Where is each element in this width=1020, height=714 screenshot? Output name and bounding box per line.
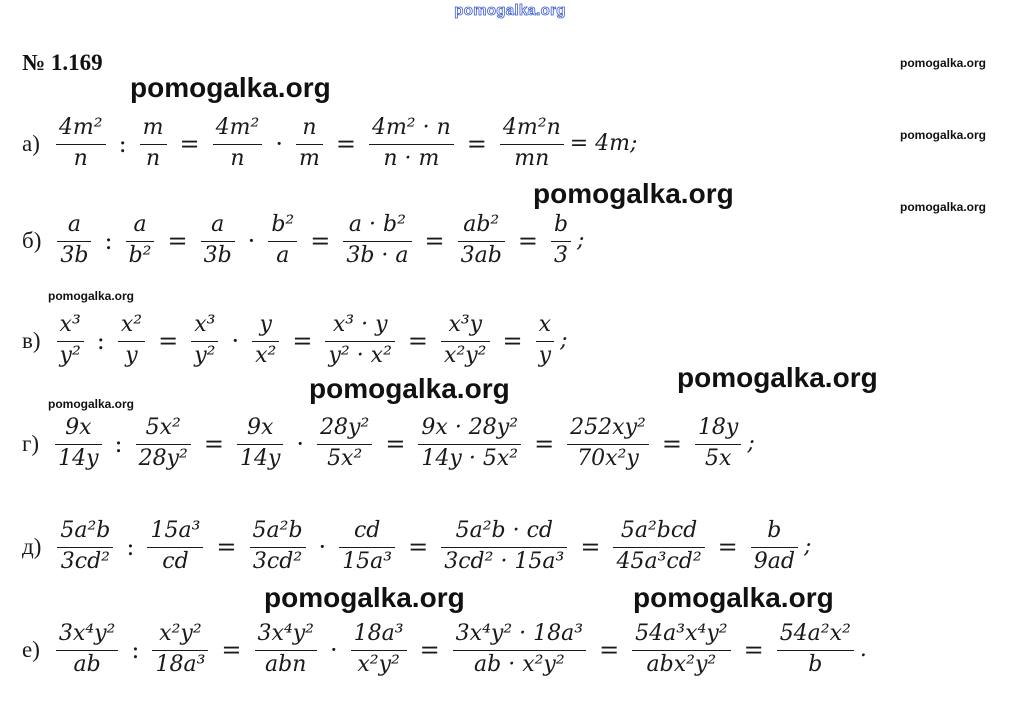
fraction [191, 313, 218, 368]
fraction [213, 116, 263, 171]
equation-row [22, 213, 584, 268]
numerator: 3x⁴y² [58, 621, 116, 646]
fraction-bar [57, 547, 113, 548]
numerator: 5a²b · cd [455, 518, 553, 543]
denominator: abx²y² [646, 651, 717, 677]
fraction [441, 519, 567, 574]
numerator: x [538, 312, 552, 337]
operator: = [310, 226, 331, 255]
fraction [140, 116, 167, 171]
numerator: 9x · 28y² [421, 415, 519, 440]
denominator: ab · x²y² [474, 651, 565, 677]
operator: : [131, 635, 140, 664]
fraction [57, 213, 91, 268]
denominator: a [276, 242, 290, 268]
denominator: 70x²y [577, 445, 639, 471]
fraction [441, 313, 489, 368]
denominator: 9ad [753, 548, 795, 574]
denominator: y [538, 342, 552, 368]
operator: · [231, 326, 240, 355]
denominator: y² · x² [328, 342, 392, 368]
denominator: n [146, 145, 161, 171]
fraction [118, 313, 145, 368]
watermark-large: pomogalka.org [633, 582, 834, 613]
numerator: 4m² · n [371, 115, 451, 140]
fraction-bar [296, 144, 323, 145]
fraction-bar [191, 341, 218, 342]
fraction [152, 622, 208, 677]
fraction-bar [152, 650, 208, 651]
fraction [536, 313, 554, 368]
fraction [250, 519, 306, 574]
denominator: 5x [704, 445, 732, 471]
equation-row [22, 622, 867, 677]
fraction [296, 116, 323, 171]
operator: = [534, 429, 555, 458]
fraction [751, 519, 798, 574]
fraction-bar [126, 241, 155, 242]
denominator: x²y² [357, 651, 400, 677]
numerator: a · b² [348, 212, 406, 237]
numerator: 9x [247, 415, 274, 440]
denominator: 3cd² · 15a³ [444, 548, 565, 574]
numerator: x³y [448, 312, 483, 337]
watermark-large: pomogalka.org [533, 178, 734, 209]
numerator: 3x⁴y² · 18a³ [455, 621, 584, 646]
denominator: 3b · a [346, 242, 409, 268]
fraction [268, 213, 297, 268]
denominator: 3 [553, 242, 568, 268]
fraction [339, 519, 395, 574]
fraction [317, 416, 372, 471]
numerator: y [259, 312, 272, 337]
watermark-large: pomogalka.org [130, 72, 331, 103]
numerator: 5a²b [252, 518, 303, 543]
watermark-small: pomogalka.org [900, 200, 987, 214]
operator: · [275, 129, 283, 158]
numerator: 54a²x² [779, 621, 851, 646]
numerator: 5a²b [60, 518, 111, 543]
denominator: 3cd² [252, 548, 303, 574]
denominator: x² [255, 342, 277, 368]
numerator: n [302, 115, 317, 140]
numerator: 4m² [58, 115, 103, 140]
numerator: 15a³ [150, 518, 201, 543]
operator: = [424, 226, 445, 255]
fraction-bar [268, 241, 297, 242]
fraction-bar [441, 341, 489, 342]
watermark-small: pomogalka.org [900, 56, 987, 70]
denominator: y² [194, 342, 216, 368]
denominator: 3b [203, 242, 232, 268]
denominator: 14y [239, 445, 281, 471]
operator: = [599, 635, 620, 664]
equation-row [22, 313, 567, 368]
denominator: 14y [58, 445, 99, 471]
fraction-bar [325, 341, 394, 342]
fraction-bar [777, 650, 854, 651]
fraction-bar [339, 547, 395, 548]
row-tail: ; [747, 431, 755, 457]
operator: = [167, 226, 188, 255]
numerator: b² [271, 212, 295, 237]
fraction-bar [695, 444, 741, 445]
numerator: x³ · y [332, 312, 388, 337]
fraction [325, 313, 394, 368]
row-tail: ; [577, 228, 585, 254]
row-label: в) [22, 327, 41, 353]
denominator: n [73, 145, 88, 171]
fraction [567, 416, 649, 471]
numerator: 9x [65, 415, 92, 440]
fraction-bar [56, 144, 106, 145]
denominator: 28y² [138, 445, 188, 471]
numerator: b [553, 212, 569, 237]
fraction-bar [343, 241, 411, 242]
numerator: 18y [697, 415, 739, 440]
site-link-header[interactable]: pomogalka.org [454, 2, 566, 19]
denominator: y² [59, 342, 81, 368]
numerator: x³ [194, 312, 216, 337]
row-tail: ; [560, 328, 568, 354]
fraction-bar [255, 650, 317, 651]
fraction [551, 213, 571, 268]
equation-row [22, 116, 637, 171]
row-label: е) [22, 636, 40, 662]
operator: = [407, 326, 429, 355]
fraction-bar [418, 444, 521, 445]
numerator: 5a²bcd [620, 518, 698, 543]
denominator: 3cd² [60, 548, 110, 574]
denominator: mn [514, 145, 550, 171]
operator: = [661, 429, 682, 458]
fraction [55, 416, 101, 471]
fraction [147, 519, 203, 574]
numerator: x²y² [159, 621, 202, 646]
denominator: 3b [60, 242, 89, 268]
fraction-bar [237, 444, 283, 445]
numerator: ab² [463, 212, 500, 237]
fraction [351, 622, 407, 677]
fraction [201, 213, 235, 268]
denominator: b [808, 651, 823, 677]
operator: = [203, 429, 224, 458]
row-label: г) [22, 430, 40, 456]
fraction [57, 519, 113, 574]
row-tail: ; [803, 534, 812, 560]
fraction [777, 622, 854, 677]
fraction [458, 213, 505, 268]
fraction [57, 313, 84, 368]
operator: : [114, 429, 123, 458]
numerator: cd [353, 518, 381, 543]
fraction [126, 213, 155, 268]
denominator: abn [265, 651, 307, 677]
fraction-bar [369, 144, 454, 145]
numerator: 5x² [145, 415, 181, 440]
denominator: m [298, 145, 320, 171]
fraction [695, 416, 741, 471]
denominator: x²y² [444, 342, 487, 368]
operator: = [292, 326, 313, 355]
operator: = [717, 532, 738, 561]
operator: : [104, 226, 113, 255]
fraction [418, 416, 521, 471]
operator: · [296, 429, 305, 458]
fraction-bar [213, 144, 263, 145]
denominator: 3ab [460, 242, 502, 268]
fraction [252, 313, 279, 368]
numerator: 4m² [215, 115, 260, 140]
numerator: a [67, 212, 81, 237]
fraction [632, 622, 730, 677]
fraction-bar [252, 341, 279, 342]
equation-row [22, 416, 755, 471]
fraction-bar [55, 444, 101, 445]
denominator: cd [162, 548, 189, 574]
operator: : [126, 532, 135, 561]
fraction-bar [351, 650, 407, 651]
fraction-bar [147, 547, 203, 548]
operator: : [96, 326, 105, 355]
row-label: а) [22, 130, 40, 156]
denominator: n [230, 145, 245, 171]
operator: · [247, 226, 256, 255]
watermark-small: pomogalka.org [48, 289, 135, 303]
fraction-bar [57, 341, 84, 342]
numerator: 54a³x⁴y² [635, 621, 728, 646]
denominator: b² [128, 242, 152, 268]
fraction-bar [458, 241, 505, 242]
fraction-bar [136, 444, 191, 445]
numerator: a [211, 212, 225, 237]
fraction [369, 116, 454, 171]
row-tail: = 4m; [569, 131, 638, 157]
fraction-bar [57, 241, 91, 242]
fraction-bar [751, 547, 798, 548]
row-label: б) [22, 227, 42, 253]
watermark-small: pomogalka.org [900, 128, 987, 142]
fraction [255, 622, 317, 677]
fraction-bar [441, 547, 567, 548]
numerator: b [767, 518, 782, 543]
watermark-large: pomogalka.org [677, 362, 878, 393]
watermark-small: pomogalka.org [48, 397, 135, 411]
fraction-bar [536, 341, 554, 342]
denominator: 15a³ [342, 548, 393, 574]
operator: = [221, 635, 242, 664]
row-label: д) [22, 533, 42, 559]
numerator: 4m²n [502, 115, 561, 140]
fraction [56, 622, 118, 677]
fraction-bar [453, 650, 586, 651]
operator: = [502, 326, 523, 355]
denominator: 5x² [327, 445, 363, 471]
fraction-bar [56, 650, 118, 651]
fraction-bar [250, 547, 306, 548]
fraction-bar [613, 547, 704, 548]
operator: · [318, 532, 327, 561]
numerator: x³ [59, 312, 81, 337]
denominator: 14y · 5x² [421, 445, 519, 471]
problem-title: № 1.169 [22, 50, 103, 75]
fraction-bar [567, 444, 649, 445]
watermark-large: pomogalka.org [264, 582, 465, 613]
numerator: a [133, 212, 147, 237]
operator: = [419, 635, 440, 664]
fraction [136, 416, 191, 471]
operator: = [466, 129, 487, 158]
operator: = [216, 532, 237, 561]
numerator: 18a³ [353, 621, 404, 646]
fraction [453, 622, 586, 677]
denominator: 45a³cd² [616, 548, 702, 574]
fraction [56, 116, 106, 171]
fraction [500, 116, 564, 171]
operator: = [335, 129, 356, 158]
numerator: 28y² [320, 415, 370, 440]
fraction [237, 416, 283, 471]
operator: = [408, 532, 429, 561]
operator: = [517, 226, 538, 255]
operator: : [118, 129, 127, 158]
denominator: 18a³ [155, 651, 206, 677]
fraction [343, 213, 411, 268]
fraction-bar [551, 241, 571, 242]
fraction-bar [140, 144, 167, 145]
denominator: n · m [383, 145, 440, 171]
fraction-bar [632, 650, 730, 651]
numerator: x² [120, 312, 143, 337]
watermark-large: pomogalka.org [309, 373, 510, 404]
operator: = [743, 635, 764, 664]
fraction-bar [118, 341, 145, 342]
numerator: 3x⁴y² [257, 621, 314, 646]
fraction-bar [317, 444, 372, 445]
row-tail: . [859, 637, 867, 663]
operator: = [580, 532, 601, 561]
numerator: 252xy² [570, 415, 646, 440]
denominator: ab [73, 651, 101, 677]
fraction-bar [201, 241, 235, 242]
operator: · [329, 635, 338, 664]
numerator: m [142, 115, 164, 140]
operator: = [385, 429, 406, 458]
equation-row [22, 519, 811, 574]
fraction-bar [500, 144, 564, 145]
operator: = [158, 326, 179, 355]
operator: = [179, 129, 200, 158]
denominator: y [125, 342, 138, 368]
fraction [613, 519, 704, 574]
